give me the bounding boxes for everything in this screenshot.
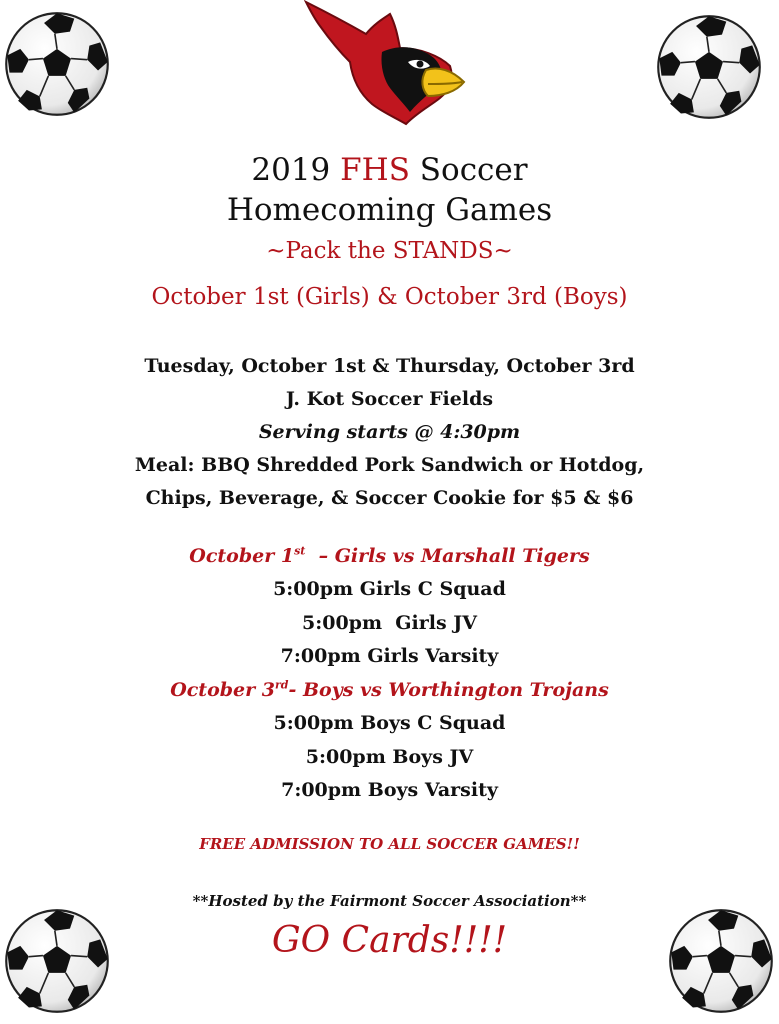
- title-sport: Soccer: [419, 152, 528, 188]
- game-row: 5:00pm Boys C Squad: [273, 712, 506, 734]
- event-location: J. Kot Soccer Fields: [285, 388, 494, 410]
- free-admission-note: FREE ADMISSION TO ALL SOCCER GAMES!!: [199, 835, 580, 853]
- dates-line: October 1st (Girls) & October 3rd (Boys): [151, 284, 628, 310]
- tagline: ~Pack the STANDS~: [266, 238, 513, 264]
- flyer-title: [0, 150, 779, 230]
- game-row: 5:00pm Boys JV: [305, 745, 474, 768]
- boys-schedule: [0, 674, 779, 808]
- serving-time: Serving starts @ 4:30pm: [258, 421, 521, 443]
- title-line-1: [0, 150, 779, 190]
- cardinal-logo-icon: [300, 0, 470, 128]
- girls-schedule: [0, 540, 779, 674]
- meal-line-2: Chips, Beverage, & Soccer Cookie for $5 & $6: [145, 487, 634, 509]
- game-row: 5:00pm Girls C Squad: [273, 578, 506, 600]
- title-line-2: Homecoming Games: [226, 192, 553, 228]
- boys-heading: October 3rd- Boys vs Worthington Trojans: [170, 678, 609, 701]
- game-row: 7:00pm Boys Varsity: [281, 779, 498, 801]
- title-school: FHS: [340, 152, 410, 188]
- game-row: 5:00pm Girls JV: [301, 611, 477, 634]
- game-row: 7:00pm Girls Varsity: [280, 645, 499, 667]
- go-cards-cheer: GO Cards!!!!: [271, 920, 508, 961]
- hosted-by-note: **Hosted by the Fairmont Soccer Association**: [192, 892, 587, 910]
- event-days: Tuesday, October 1st & Thursday, October 3rd: [144, 355, 635, 377]
- soccer-ball-icon-top-right: [655, 13, 763, 121]
- title-year: 2019: [251, 152, 331, 188]
- event-info: [0, 350, 779, 515]
- soccer-ball-icon-top-left: [3, 10, 111, 118]
- meal-line-1: Meal: BBQ Shredded Pork Sandwich or Hotdog,: [134, 454, 645, 476]
- girls-heading: October 1st – Girls vs Marshall Tigers: [189, 544, 590, 567]
